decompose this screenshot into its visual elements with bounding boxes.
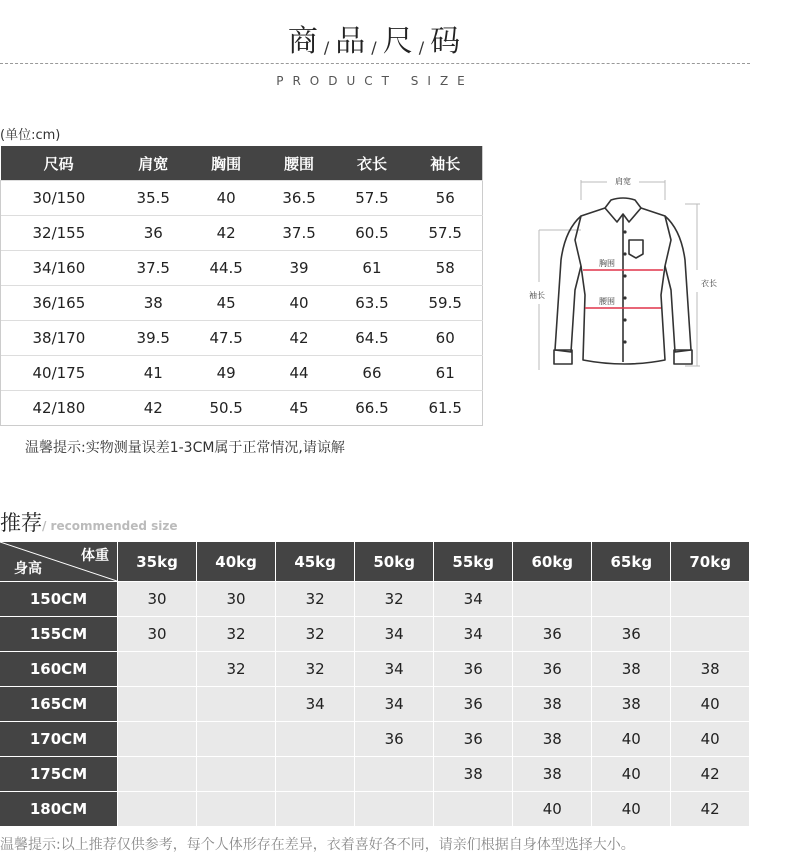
- recommend-cell: 40: [671, 722, 749, 757]
- measurement-note: 温馨提示:实物测量误差1-3CM属于正常情况,请谅解: [25, 440, 345, 456]
- size-cell: 30/150: [1, 181, 117, 216]
- recommend-cell: 32: [276, 652, 355, 687]
- size-cell: 45: [190, 286, 263, 321]
- table-row: [1, 251, 483, 286]
- size-cell: 40: [263, 286, 336, 321]
- recommend-cell: 36: [592, 617, 671, 652]
- recommend-cell: 38: [434, 757, 513, 792]
- size-col-header: 尺码: [1, 146, 117, 181]
- recommend-cell: 36: [513, 617, 592, 652]
- page-title: 商 / 品 / 尺 / 码: [287, 24, 463, 59]
- size-cell: 34/160: [1, 251, 117, 286]
- size-cell: 50.5: [190, 391, 263, 426]
- recommend-cell: [118, 792, 197, 827]
- recommend-cell: 32: [355, 582, 434, 617]
- table-row: [0, 722, 749, 757]
- shoulder-label: 肩宽: [615, 177, 631, 186]
- size-cell: 42: [190, 216, 263, 251]
- recommend-cell: 34: [434, 582, 513, 617]
- recommend-cell: 34: [355, 652, 434, 687]
- size-cell: 32/155: [1, 216, 117, 251]
- recommend-cell: 36: [513, 652, 592, 687]
- size-cell: 44.5: [190, 251, 263, 286]
- recommend-cell: [355, 792, 434, 827]
- weight-col-header: 50kg: [355, 542, 434, 582]
- recommend-cell: 30: [118, 617, 197, 652]
- height-row-header: 175CM: [0, 757, 118, 792]
- size-cell: 57.5: [336, 181, 409, 216]
- recommend-cell: [671, 617, 749, 652]
- recommend-cell: 38: [513, 757, 592, 792]
- recommend-cell: [276, 792, 355, 827]
- size-chart-header: [1, 146, 483, 181]
- recommend-cell: [118, 687, 197, 722]
- table-row: [0, 757, 749, 792]
- size-cell: 42/180: [1, 391, 117, 426]
- shirt-measurement-diagram: [525, 170, 735, 380]
- recommend-body: [0, 582, 749, 827]
- recommend-cell: 34: [355, 687, 434, 722]
- recommend-cell: [355, 757, 434, 792]
- weight-col-header: 60kg: [513, 542, 592, 582]
- recommend-cell: 38: [513, 722, 592, 757]
- size-col-header: 胸围: [190, 146, 263, 181]
- table-row: [1, 216, 483, 251]
- unit-label: (单位:cm): [0, 128, 61, 143]
- size-cell: 47.5: [190, 321, 263, 356]
- recommend-cell: 32: [197, 652, 276, 687]
- recommend-cell: 40: [592, 757, 671, 792]
- recommend-cell: 38: [513, 687, 592, 722]
- table-row: [0, 617, 749, 652]
- recommend-cell: [513, 582, 592, 617]
- size-cell: 36.5: [263, 181, 336, 216]
- weight-col-header: 45kg: [276, 542, 355, 582]
- size-cell: 61: [336, 251, 409, 286]
- recommend-cell: [118, 722, 197, 757]
- height-row-header: 180CM: [0, 792, 118, 827]
- table-row: [1, 356, 483, 391]
- recommend-header: [0, 542, 749, 582]
- size-cell: 64.5: [336, 321, 409, 356]
- recommend-cell: 32: [276, 582, 355, 617]
- recommend-cell: 36: [434, 652, 513, 687]
- size-cell: 60.5: [336, 216, 409, 251]
- corner-header: [0, 542, 118, 582]
- recommend-note: 温馨提示:以上推荐仅供参考，每个人体形存在差异，衣着喜好各不同，请亲们根据自身体型选择大小。: [0, 837, 635, 853]
- recommend-cell: [118, 652, 197, 687]
- sleeve-label: 袖长: [529, 291, 545, 300]
- weight-col-header: 55kg: [434, 542, 513, 582]
- size-cell: 40/175: [1, 356, 117, 391]
- recommend-cell: 38: [671, 652, 749, 687]
- table-row: [0, 792, 749, 827]
- size-cell: 37.5: [117, 251, 190, 286]
- size-cell: 56: [408, 181, 482, 216]
- weight-col-header: 65kg: [592, 542, 671, 582]
- recommend-cell: 30: [197, 582, 276, 617]
- recommend-cell: 34: [355, 617, 434, 652]
- size-cell: 44: [263, 356, 336, 391]
- size-cell: 59.5: [408, 286, 482, 321]
- height-row-header: 160CM: [0, 652, 118, 687]
- recommend-cell: 42: [671, 757, 749, 792]
- weight-col-header: 40kg: [197, 542, 276, 582]
- recommend-cell: 32: [197, 617, 276, 652]
- size-cell: 57.5: [408, 216, 482, 251]
- recommend-cell: 34: [276, 687, 355, 722]
- length-label: 衣长: [701, 279, 717, 288]
- recommend-cell: [276, 722, 355, 757]
- size-cell: 66: [336, 356, 409, 391]
- height-row-header: 165CM: [0, 687, 118, 722]
- recommend-title: 推荐/ recommended size: [0, 511, 178, 535]
- weight-col-header: 35kg: [118, 542, 197, 582]
- recommend-cell: [671, 582, 749, 617]
- size-col-header: 腰围: [263, 146, 336, 181]
- recommend-cell: [118, 757, 197, 792]
- table-row: [1, 286, 483, 321]
- table-row: [0, 687, 749, 722]
- size-col-header: 袖长: [408, 146, 482, 181]
- chest-label: 胸围: [599, 259, 615, 268]
- table-row: [1, 181, 483, 216]
- size-cell: 61.5: [408, 391, 482, 426]
- recommend-cell: 36: [355, 722, 434, 757]
- recommend-cell: 30: [118, 582, 197, 617]
- recommend-cell: 42: [671, 792, 749, 827]
- recommend-cell: [592, 582, 671, 617]
- size-cell: 66.5: [336, 391, 409, 426]
- recommend-cell: [434, 792, 513, 827]
- recommend-cell: 36: [434, 722, 513, 757]
- size-cell: 58: [408, 251, 482, 286]
- size-cell: 41: [117, 356, 190, 391]
- recommend-cell: 38: [592, 652, 671, 687]
- size-cell: 45: [263, 391, 336, 426]
- recommend-cell: 36: [434, 687, 513, 722]
- size-cell: 42: [117, 391, 190, 426]
- recommended-size-table: [0, 542, 749, 826]
- dotted-divider: [0, 63, 750, 64]
- recommend-cell: 32: [276, 617, 355, 652]
- recommend-cell: [197, 687, 276, 722]
- recommend-cell: 40: [671, 687, 749, 722]
- size-cell: 38: [117, 286, 190, 321]
- size-cell: 40: [190, 181, 263, 216]
- size-cell: 39.5: [117, 321, 190, 356]
- recommend-cell: 40: [592, 792, 671, 827]
- size-cell: 39: [263, 251, 336, 286]
- height-row-header: 150CM: [0, 582, 118, 617]
- size-col-header: 衣长: [336, 146, 409, 181]
- weight-col-header: 70kg: [671, 542, 749, 582]
- page-subtitle: PRODUCT SIZE: [276, 74, 474, 88]
- recommend-cell: [197, 792, 276, 827]
- size-chart-body: [1, 181, 483, 426]
- size-cell: 61: [408, 356, 482, 391]
- weight-axis-label: 体重: [81, 548, 109, 564]
- size-chart-table: [0, 146, 483, 426]
- table-row: [0, 582, 749, 617]
- size-cell: 63.5: [336, 286, 409, 321]
- size-cell: 60: [408, 321, 482, 356]
- height-row-header: 170CM: [0, 722, 118, 757]
- size-cell: 37.5: [263, 216, 336, 251]
- size-cell: 36: [117, 216, 190, 251]
- recommend-cell: [276, 757, 355, 792]
- recommend-cell: 40: [513, 792, 592, 827]
- height-axis-label: 身高: [14, 561, 42, 577]
- table-row: [0, 652, 749, 687]
- size-col-header: 肩宽: [117, 146, 190, 181]
- size-cell: 36/165: [1, 286, 117, 321]
- recommend-subtitle: / recommended size: [42, 519, 178, 533]
- table-row: [1, 321, 483, 356]
- size-cell: 35.5: [117, 181, 190, 216]
- size-cell: 38/170: [1, 321, 117, 356]
- recommend-cell: 34: [434, 617, 513, 652]
- recommend-cell: [197, 757, 276, 792]
- recommend-cell: 40: [592, 722, 671, 757]
- size-cell: 42: [263, 321, 336, 356]
- recommend-cell: [197, 722, 276, 757]
- waist-label: 腰围: [599, 297, 615, 306]
- height-row-header: 155CM: [0, 617, 118, 652]
- size-cell: 49: [190, 356, 263, 391]
- table-row: [1, 391, 483, 426]
- recommend-cell: 38: [592, 687, 671, 722]
